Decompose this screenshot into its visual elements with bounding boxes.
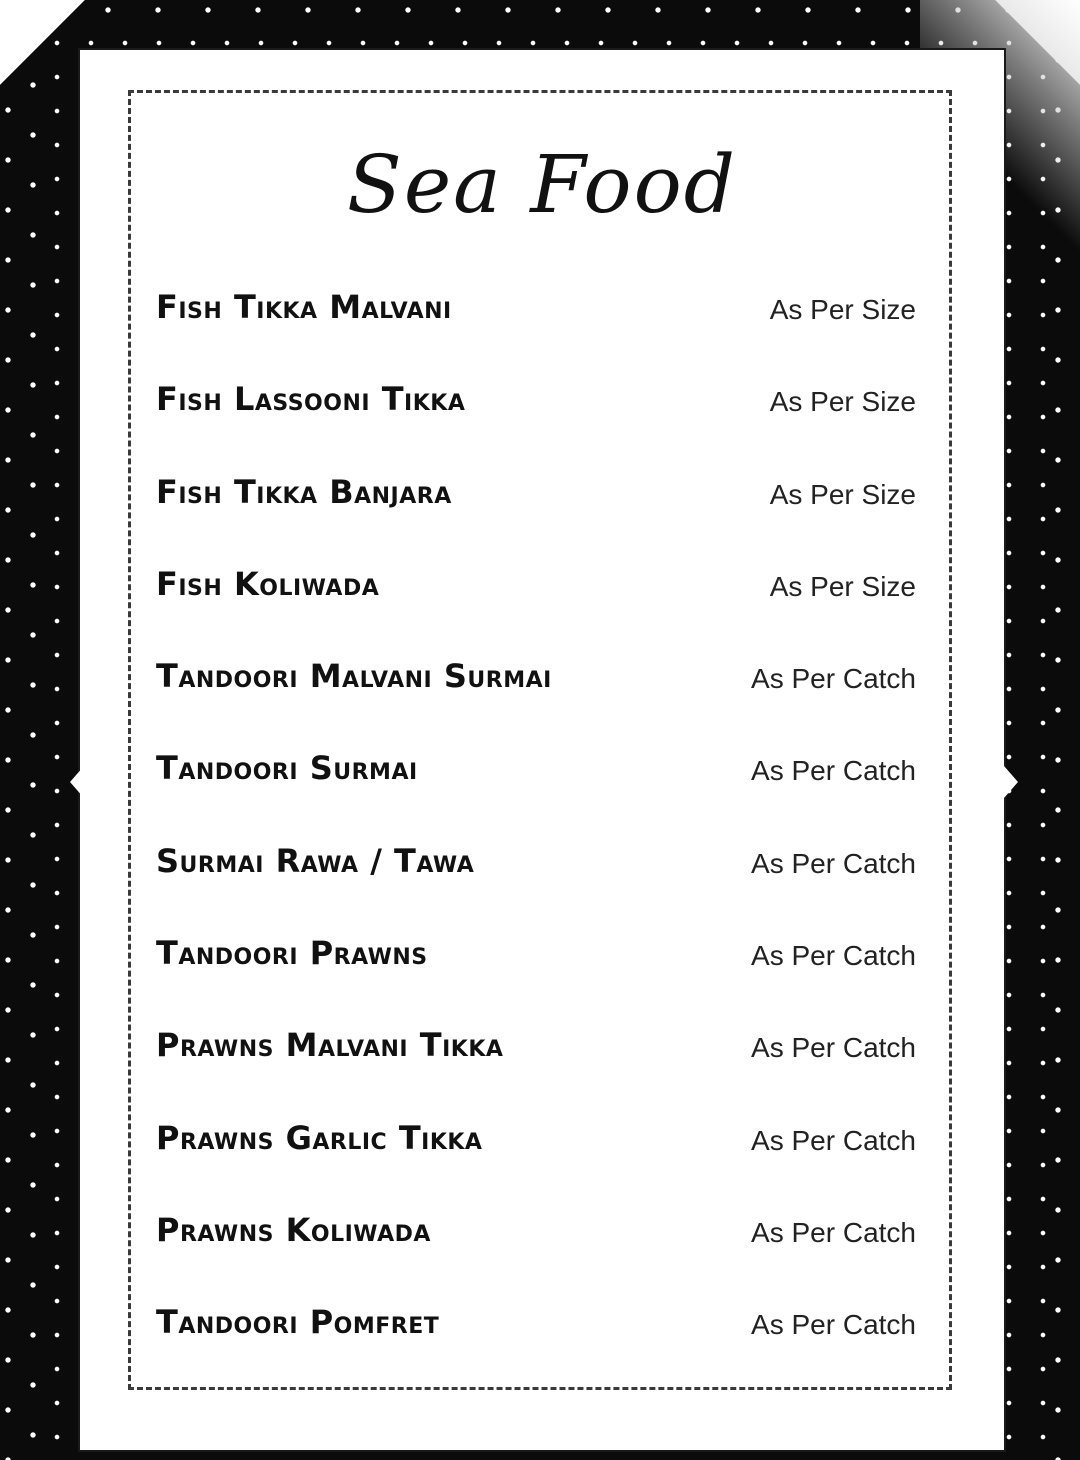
- dish-name: Tandoori Pomfret: [156, 1303, 440, 1342]
- dish-price: As Per Catch: [751, 1216, 916, 1248]
- dish-price: As Per Size: [769, 294, 916, 325]
- menu-item: [156, 749, 916, 847]
- menu-item: [156, 1026, 916, 1124]
- menu-item: [156, 1210, 916, 1309]
- dish-price: As Per Size: [769, 570, 916, 602]
- dish-price: As Per Catch: [751, 1309, 916, 1341]
- dish-price: As Per Catch: [751, 663, 916, 695]
- dish-name: Fish Tikka Malvani: [156, 288, 452, 326]
- menu-item: [156, 1118, 916, 1217]
- menu-item: [156, 472, 916, 571]
- dish-price: As Per Size: [769, 386, 916, 418]
- menu-item: [156, 564, 916, 663]
- dish-price: As Per Size: [769, 478, 916, 510]
- dish-price: As Per Catch: [751, 755, 916, 787]
- dish-price: As Per Catch: [751, 1124, 916, 1156]
- dish-name: Tandoori Surmai: [156, 749, 418, 788]
- menu-item: [156, 380, 916, 478]
- dish-name: Prawns Malvani Tikka: [156, 1026, 504, 1065]
- menu-item: [156, 1303, 916, 1401]
- menu-item: [156, 841, 916, 940]
- dish-name: Fish Lassooni Tikka: [156, 380, 466, 419]
- dish-price: As Per Catch: [751, 847, 916, 879]
- menu-item: [156, 657, 916, 755]
- dish-name: Surmai Rawa / Tawa: [156, 841, 475, 880]
- menu-list: [156, 288, 916, 1402]
- menu-item: [156, 934, 916, 1032]
- dish-name: Fish Koliwada: [156, 564, 380, 603]
- dish-price: As Per Catch: [751, 1032, 916, 1064]
- chevron-left-icon[interactable]: [70, 766, 84, 798]
- menu-card: [80, 50, 1004, 1450]
- menu-item: [156, 288, 916, 386]
- dish-name: Tandoori Malvani Surmai: [156, 657, 552, 696]
- dish-name: Fish Tikka Banjara: [156, 472, 452, 511]
- menu-title: Sea Food: [347, 138, 737, 231]
- dish-price: As Per Catch: [751, 940, 916, 972]
- dish-name: Tandoori Prawns: [156, 934, 428, 973]
- dish-name: Prawns Koliwada: [156, 1210, 431, 1249]
- dish-name: Prawns Garlic Tikka: [156, 1118, 483, 1157]
- chevron-right-icon[interactable]: [1004, 766, 1018, 798]
